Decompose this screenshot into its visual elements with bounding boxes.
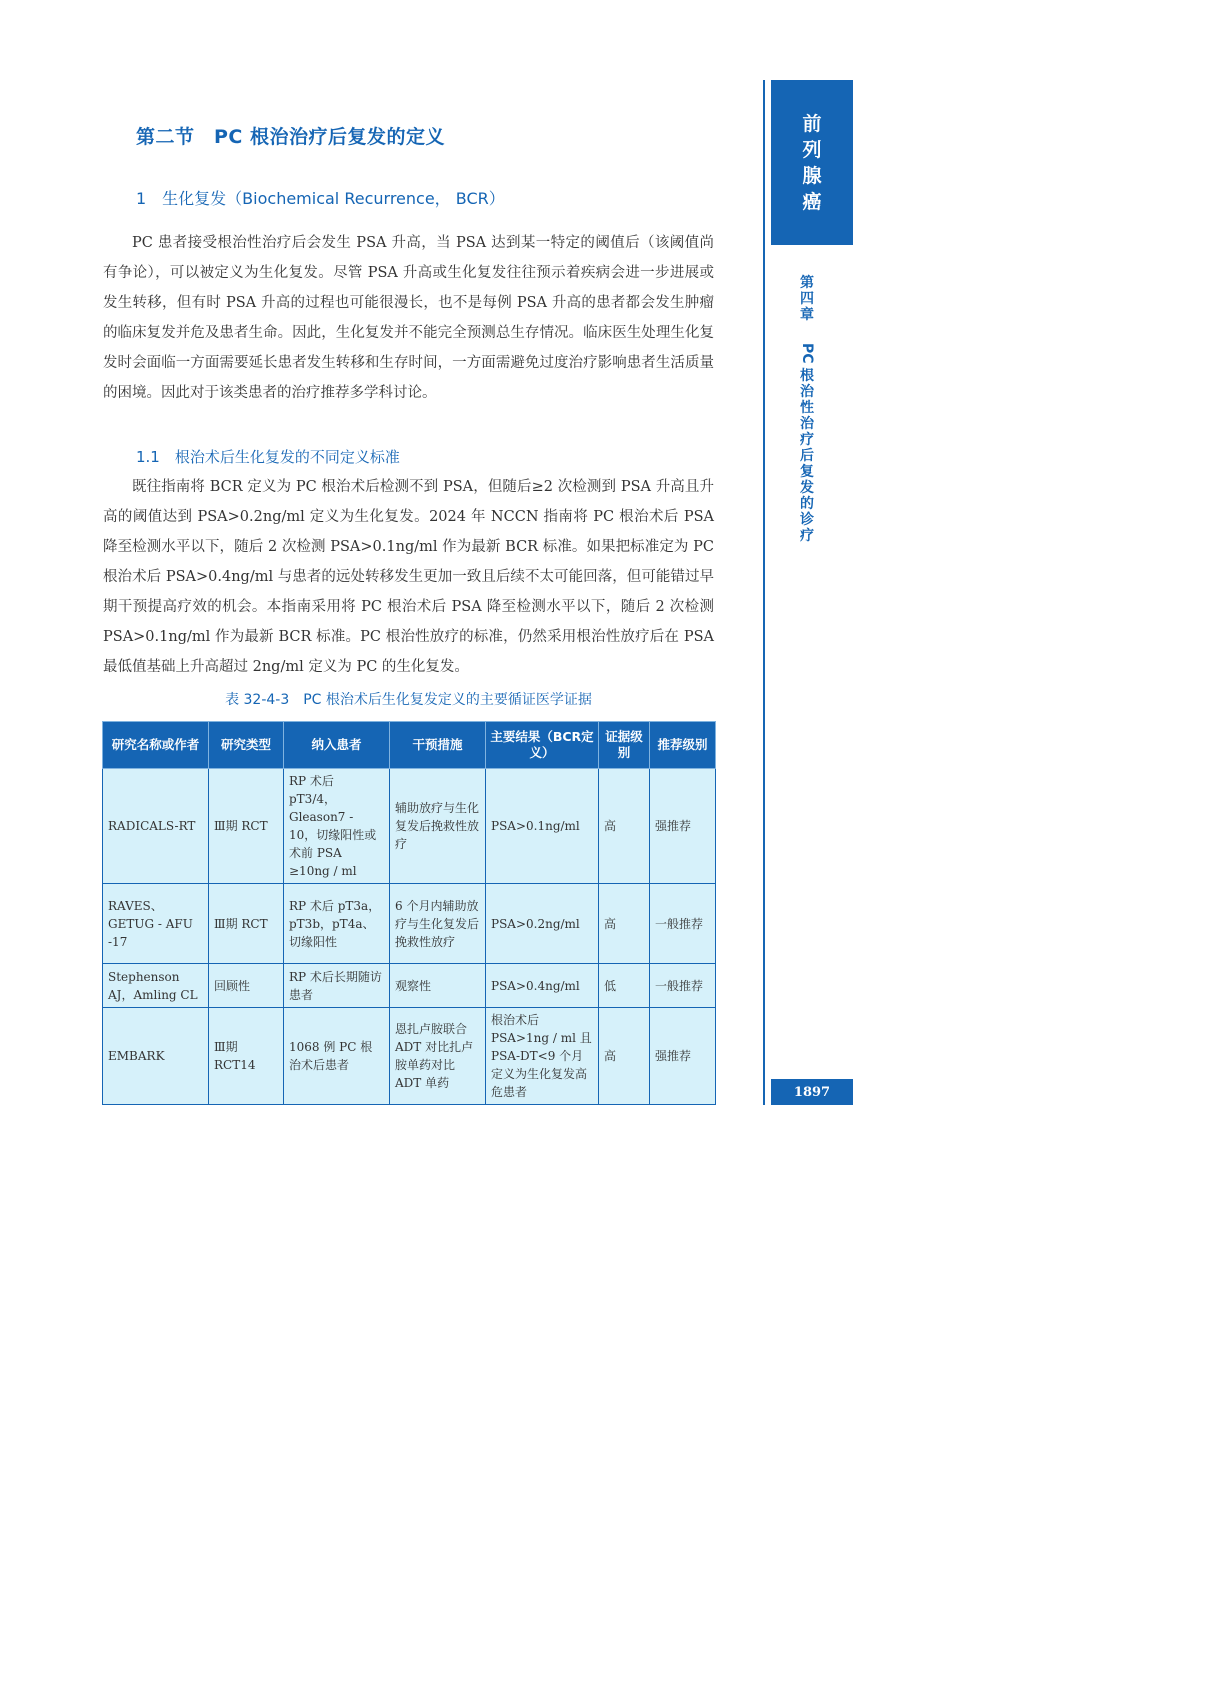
evidence-table bbox=[102, 721, 716, 1105]
table-row bbox=[103, 769, 716, 884]
cell-study: EMBARK bbox=[103, 1008, 209, 1105]
category-char: 癌 bbox=[802, 190, 822, 213]
chapter-title-char: 性 bbox=[800, 399, 814, 416]
chapter-title bbox=[799, 341, 815, 544]
cell-evidence: 高 bbox=[599, 884, 650, 964]
chapter-title-char: 疗 bbox=[800, 527, 814, 544]
cell-type: 回顾性 bbox=[209, 964, 284, 1008]
cell-study: RADICALS-RT bbox=[103, 769, 209, 884]
subsection-heading-1-1: 1.1 根治术后生化复发的不同定义标准 bbox=[136, 448, 400, 466]
column-header: 主要结果（BCR定义） bbox=[486, 722, 599, 769]
chapter-char: 四 bbox=[800, 291, 814, 307]
chapter-title-latin: PC bbox=[799, 343, 815, 364]
table-row bbox=[103, 884, 716, 964]
cell-recommendation: 强推荐 bbox=[650, 1008, 716, 1105]
table-caption: 表 32-4-3 PC 根治术后生化复发定义的主要循证医学证据 bbox=[225, 692, 592, 708]
cell-evidence: 高 bbox=[599, 1008, 650, 1105]
cell-result: PSA>0.4ng/ml bbox=[486, 964, 599, 1008]
cell-intervention: 6 个月内辅助放疗与生化复发后挽救性放疗 bbox=[390, 884, 486, 964]
category-char: 前 bbox=[802, 112, 822, 135]
cell-result: PSA>0.2ng/ml bbox=[486, 884, 599, 964]
chapter-title-char: 后 bbox=[800, 447, 814, 464]
paragraph-2: 既往指南将 BCR 定义为 PC 根治术后检测不到 PSA，但随后≥2 次检测到 PSA 升高且升高的阈值达到 PSA>0.2ng/ml 定义为生化复发。2024 年 NCCN 指南将 PC 根治术后 PSA 降至检测水平以下，随后 2 次检测 PSA>0.1ng/ml 作为最新 BCR 标准。如果把标准定为 PC 根治术后 PSA>0.4ng/ml 与患者的远处转移发生更加一致且后续不太可能回落，但可能错过早期干预提高疗效的机会。本指南采用将 PC 根治术后 PSA 降至检测水平以下，随后 2 次检测 PSA>0.1ng/ml 作为最新 BCR 标准。PC 根治性放疗的标准，仍然采用根治性放疗后在 PSA 最低值基础上升高超过 2ng/ml 定义为 PC 的生化复发。 bbox=[103, 479, 714, 675]
cell-patients: RP 术后长期随访患者 bbox=[284, 964, 390, 1008]
chapter-title-char: 根 bbox=[800, 367, 814, 384]
chapter-title-char: 治 bbox=[800, 383, 814, 400]
category-char: 列 bbox=[802, 138, 822, 161]
column-header: 推荐级别 bbox=[650, 722, 716, 769]
edge-divider-line bbox=[763, 80, 765, 1105]
table-row bbox=[103, 1008, 716, 1105]
page-number: 1897 bbox=[771, 1079, 853, 1105]
category-tab bbox=[771, 80, 853, 245]
column-header: 干预措施 bbox=[390, 722, 486, 769]
cell-recommendation: 强推荐 bbox=[650, 769, 716, 884]
chapter-title-char: 发 bbox=[800, 479, 814, 496]
cell-type: Ⅲ期 RCT14 bbox=[209, 1008, 284, 1105]
chapter-title-char: 诊 bbox=[800, 511, 814, 528]
table-row bbox=[103, 964, 716, 1008]
subsection-heading-1: 1 生化复发（Biochemical Recurrence， BCR） bbox=[136, 189, 505, 208]
category-char: 腺 bbox=[802, 164, 822, 187]
column-header: 纳入患者 bbox=[284, 722, 390, 769]
chapter-title-char: 的 bbox=[800, 495, 814, 512]
cell-patients: RP 术后 pT3a，pT3b，pT4a、切缘阳性 bbox=[284, 884, 390, 964]
cell-type: Ⅲ期 RCT bbox=[209, 769, 284, 884]
cell-study: Stephenson AJ，Amling CL bbox=[103, 964, 209, 1008]
cell-result: PSA>0.1ng/ml bbox=[486, 769, 599, 884]
cell-intervention: 恩扎卢胺联合 ADT 对比扎卢胺单药对比 ADT 单药 bbox=[390, 1008, 486, 1105]
cell-evidence: 高 bbox=[599, 769, 650, 884]
table-header-row bbox=[103, 722, 716, 769]
chapter-char: 章 bbox=[800, 307, 814, 323]
column-header: 证据级别 bbox=[599, 722, 650, 769]
chapter-char: 第 bbox=[800, 275, 814, 291]
chapter-title-char: 复 bbox=[800, 463, 814, 480]
cell-patients: RP 术后 pT3/4，Gleason7 - 10，切缘阳性或术前 PSA ≥10ng / ml bbox=[284, 769, 390, 884]
paragraph-1: PC 患者接受根治性治疗后会发生 PSA 升高，当 PSA 达到某一特定的阈值后（该阈值尚有争论），可以被定义为生化复发。尽管 PSA 升高或生化复发往往预示着疾病会进一步进展或发生转移，但有时 PSA 升高的过程也可能很漫长，也不是每例 PSA 升高的患者都会发生肿瘤的临床复发并危及患者生命。因此，生化复发并不能完全预测总生存情况。临床医生处理生化复发时会面临一方面需要延长患者发生转移和生存时间，一方面需避免过度治疗影响患者生活质量的困境。因此对于该类患者的治疗推荐多学科讨论。 bbox=[103, 235, 714, 401]
cell-intervention: 辅助放疗与生化复发后挽救性放疗 bbox=[390, 769, 486, 884]
cell-type: Ⅲ期 RCT bbox=[209, 884, 284, 964]
column-header: 研究名称或作者 bbox=[103, 722, 209, 769]
chapter-number bbox=[800, 275, 814, 323]
chapter-running-head bbox=[796, 275, 818, 544]
cell-study: RAVES、GETUG - AFU -17 bbox=[103, 884, 209, 964]
cell-patients: 1068 例 PC 根治术后患者 bbox=[284, 1008, 390, 1105]
cell-evidence: 低 bbox=[599, 964, 650, 1008]
cell-recommendation: 一般推荐 bbox=[650, 964, 716, 1008]
column-header: 研究类型 bbox=[209, 722, 284, 769]
chapter-title-char: 治 bbox=[800, 415, 814, 432]
section-title: 第二节 PC 根治治疗后复发的定义 bbox=[136, 126, 445, 148]
chapter-title-char: 疗 bbox=[800, 431, 814, 448]
cell-intervention: 观察性 bbox=[390, 964, 486, 1008]
cell-result: 根治术后 PSA>1ng / ml 且 PSA-DT<9 个月定义为生化复发高危患者 bbox=[486, 1008, 599, 1105]
cell-recommendation: 一般推荐 bbox=[650, 884, 716, 964]
